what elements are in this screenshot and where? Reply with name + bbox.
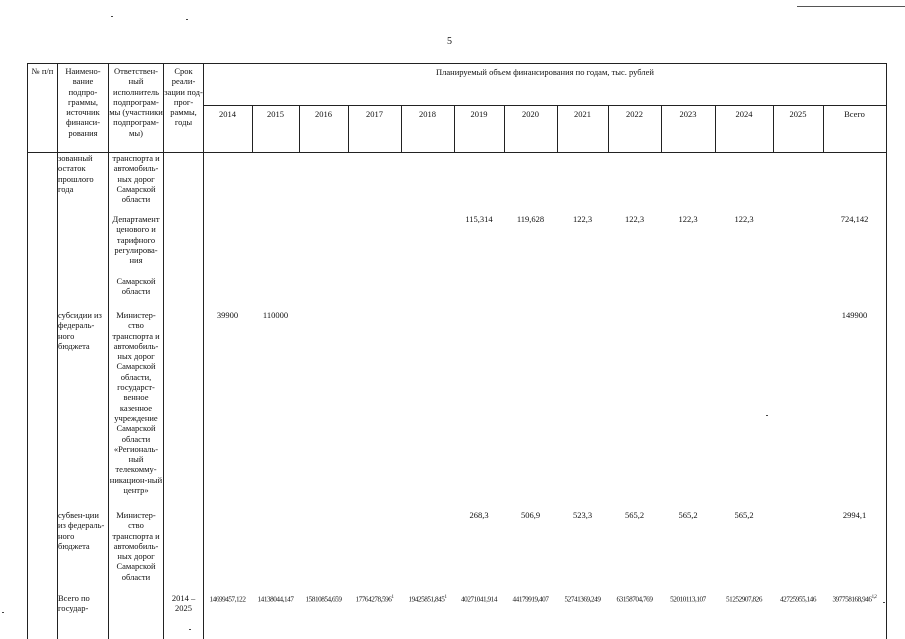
total-value-2014: 14699457,122	[209, 595, 246, 604]
row-executor: Министер-ство транспорта и автомобиль-ных дорог Самарской области	[112, 510, 160, 582]
scan-speck	[111, 16, 113, 17]
header-year-2016: 2016	[315, 109, 332, 119]
header-col-period: Срок реали-зации под-прог-раммы, годы	[164, 66, 203, 128]
header-year-2024: 2024	[735, 109, 753, 119]
row-source-name: Всего по государ-	[58, 593, 90, 614]
row-value-total: 2994,1	[842, 510, 867, 520]
row-value-2014: 39900	[216, 310, 239, 320]
header-year-2019: 2019	[470, 109, 488, 119]
header-year-2015: 2015	[267, 109, 284, 119]
row-value-2023: 565,2	[678, 510, 698, 520]
header-year-2020: 2020	[522, 109, 539, 119]
scan-speck	[2, 612, 4, 613]
header-col-executor: Ответствен-ный исполнитель подпрограм-мы (участники подпрограм-мы)	[109, 66, 163, 138]
page-corner-rule	[797, 6, 905, 7]
row-executor: Департамент ценового и тарифного регулирова-ния Самарской области	[112, 214, 160, 297]
header-year-2022: 2022	[626, 109, 643, 119]
total-value-2022: 63158704,769	[616, 595, 653, 604]
header-col-number: № п/п	[31, 66, 54, 76]
total-value-2023: 52010113,107	[670, 595, 706, 604]
header-year-2021: 2021	[574, 109, 591, 119]
total-value-2021: 52741369,249	[564, 595, 601, 604]
table-border-right	[886, 63, 887, 639]
table-border-left	[27, 63, 28, 639]
total-value-all: 397758168,946$^{1,2}$	[832, 595, 877, 604]
row-executor: Министер-ство транспорта и автомобиль-ных дорог Самарской области, государст-венное казенное учреждение Самарской области «Региональ-ный телекомму-никацион-ный центр»	[109, 310, 163, 496]
row-value-2024: 565,2	[734, 510, 754, 520]
total-value-2018: 19425851,845$^1$	[408, 595, 447, 604]
row-period: 2014 – 2025	[171, 593, 196, 614]
row-value-2021: 122,3	[572, 214, 593, 224]
header-funding-title: Планируемый объем финансирования по годам, тыс. рублей	[436, 67, 654, 77]
row-value-2019: 268,3	[469, 510, 489, 520]
row-value-2024: 122,3	[734, 214, 754, 224]
total-value-2015: 14138044,147	[257, 595, 294, 604]
header-col-name: Наимено-вание подпро-граммы, источник финанси-рования	[65, 66, 101, 138]
total-value-2016: 15810854,659	[305, 595, 342, 604]
page-number: 5	[447, 36, 452, 47]
header-year-2018: 2018	[419, 109, 436, 119]
header-year-2014: 2014	[219, 109, 236, 119]
total-value-2020: 44179919,407	[512, 595, 549, 604]
scan-speck	[766, 415, 768, 416]
total-value-2025: 42725955,146	[780, 595, 816, 604]
header-year-2017: 2017	[366, 109, 383, 119]
row-value-2023: 122,3	[678, 214, 698, 224]
row-value-2015: 110000	[262, 310, 289, 320]
header-year-total: Всего	[844, 109, 865, 119]
col-rule	[163, 63, 164, 639]
scan-speck	[186, 19, 188, 20]
col-rule	[203, 63, 204, 639]
row-value-total: 724,142	[840, 214, 869, 224]
row-source-name: субсидии из федераль-ного бюджета	[58, 310, 102, 351]
row-value-2022: 565,2	[624, 510, 645, 520]
total-value-2024: 51252907,826	[726, 595, 762, 604]
header-year-2025: 2025	[789, 109, 807, 119]
row-value-2021: 523,3	[572, 510, 593, 520]
total-value-2017: 17764278,596$^1$	[355, 595, 394, 604]
row-value-total: 149900	[841, 310, 868, 320]
row-source-name: зованный остаток прошлого года	[58, 153, 94, 194]
total-value-2019: 40271041,914	[461, 595, 497, 604]
row-value-2020: 119,628	[516, 214, 545, 224]
header-year-2023: 2023	[679, 109, 697, 119]
row-value-2019: 115,314	[465, 214, 493, 224]
scan-speck	[883, 602, 885, 603]
financing-table	[27, 63, 887, 639]
scan-speck	[189, 629, 191, 630]
years-subheader-rule	[203, 105, 887, 106]
table-border-top	[27, 63, 887, 64]
row-value-2022: 122,3	[624, 214, 645, 224]
row-value-2020: 506,9	[520, 510, 541, 520]
row-source-name: субвен-ции из федераль-ного бюджета	[58, 510, 105, 551]
row-executor: транспорта и автомобиль-ных дорог Самарской области	[112, 153, 160, 205]
